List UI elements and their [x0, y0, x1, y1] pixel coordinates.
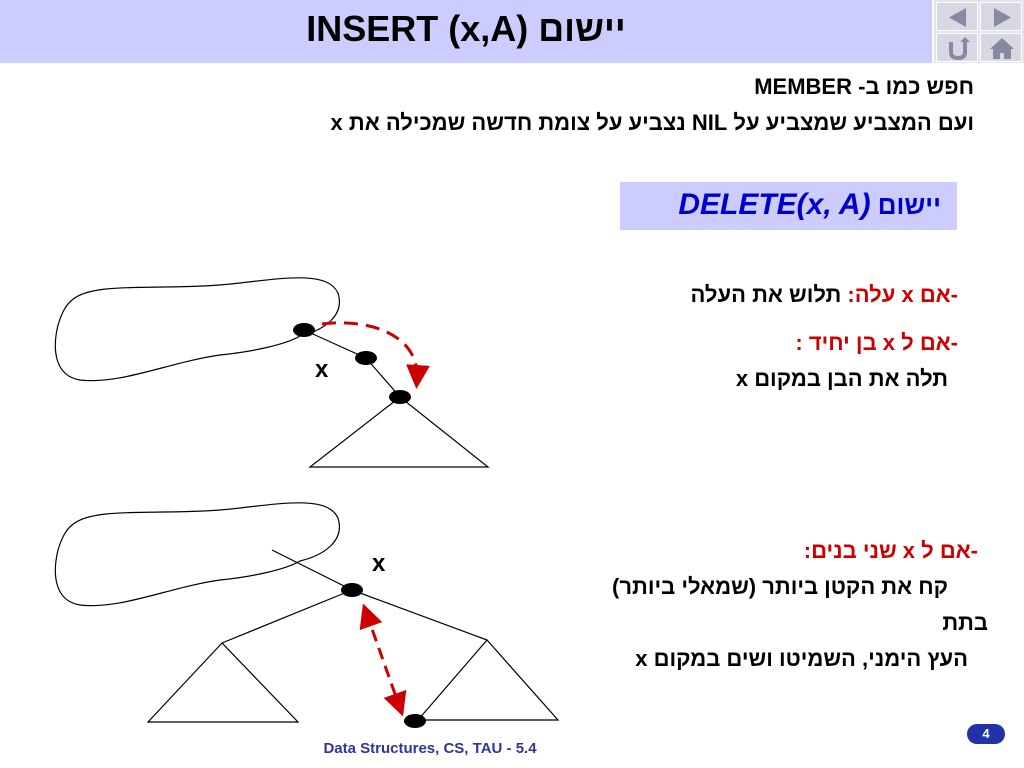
tree-node-x-top [355, 351, 377, 365]
tree-edge-top-1 [304, 330, 366, 358]
footer-text: Data Structures, CS, TAU - 5.4 [323, 740, 537, 757]
delete-heading-prefix: יישום [877, 190, 941, 220]
page-number-badge: 4 [967, 724, 1005, 744]
case-one-child-condition: -אם ל x בן יחיד : [795, 330, 958, 355]
right-subtree-triangle [418, 640, 558, 720]
case-two-children-line-2: בתת [942, 610, 988, 635]
left-subtree-triangle [148, 643, 298, 722]
case-two-children-line-3: העץ הימני, השמיטו ושים במקום x [635, 646, 968, 671]
insert-line-2: ועם המצביע שמצביע על NIL נצביע על צומת חדשה שמכילה את x [330, 110, 974, 135]
case-leaf-action: תלוש את העלה [690, 282, 842, 307]
tree-node-x-bottom [341, 583, 363, 597]
tree-node-parent-top [293, 323, 315, 337]
swap-arrow [366, 612, 400, 708]
node-label-x-top: x [315, 356, 329, 383]
tree-node-min-right [404, 714, 426, 728]
subtree-triangle-top [310, 397, 488, 467]
case-two-children-condition: -אם ל x שני בנים: [803, 538, 978, 563]
insert-line-1: חפש כמו ב- MEMBER [754, 74, 974, 99]
case-two-children-line-1: קח את הקטן ביותר (שמאלי ביותר) [612, 574, 948, 599]
tree-node-child-top [389, 390, 411, 404]
case-one-child-action: תלה את הבן במקום x [735, 366, 948, 391]
case-leaf-condition: -אם x עלה: [847, 282, 958, 307]
node-label-x-bottom: x [372, 550, 386, 577]
page-title: INSERT (x,A) יישום [306, 8, 626, 49]
delete-formula: DELETE(x, A) [678, 188, 871, 221]
tree-cloud-bottom [55, 503, 339, 606]
tree-edge-bottom-left [222, 590, 352, 643]
